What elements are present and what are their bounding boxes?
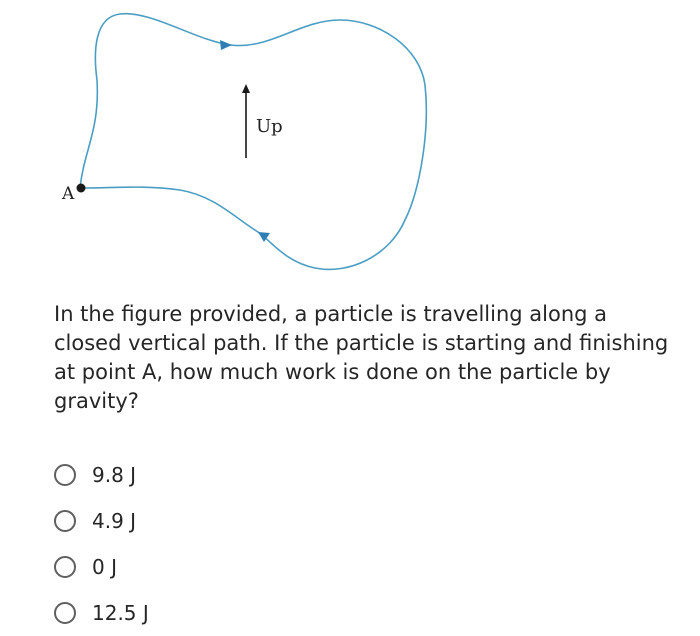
answer-options bbox=[54, 452, 149, 636]
option-3[interactable] bbox=[54, 544, 149, 590]
path-figure bbox=[0, 0, 700, 290]
question-text: In the figure provided, a particle is travelling along a closed vertical path. If the particle is starting and finishing at point A, how much work is done on the particle by gravity? bbox=[54, 302, 669, 413]
closed-path bbox=[80, 14, 426, 270]
up-arrow-head bbox=[242, 84, 250, 93]
option-label: 0 J bbox=[92, 555, 117, 579]
option-label: 12.5 J bbox=[92, 601, 149, 625]
point-a-dot bbox=[77, 184, 86, 193]
radio-button[interactable] bbox=[54, 602, 76, 624]
option-label: 4.9 J bbox=[92, 509, 137, 533]
up-arrow-label: Up bbox=[256, 116, 283, 137]
direction-arrowhead-top bbox=[220, 40, 232, 50]
option-1[interactable] bbox=[54, 452, 149, 498]
option-label: 9.8 J bbox=[92, 463, 137, 487]
option-2[interactable] bbox=[54, 498, 149, 544]
radio-button[interactable] bbox=[54, 556, 76, 578]
radio-button[interactable] bbox=[54, 510, 76, 532]
option-4[interactable] bbox=[54, 590, 149, 636]
radio-button[interactable] bbox=[54, 464, 76, 486]
point-a-label: A bbox=[62, 184, 75, 204]
path-diagram bbox=[0, 0, 700, 290]
